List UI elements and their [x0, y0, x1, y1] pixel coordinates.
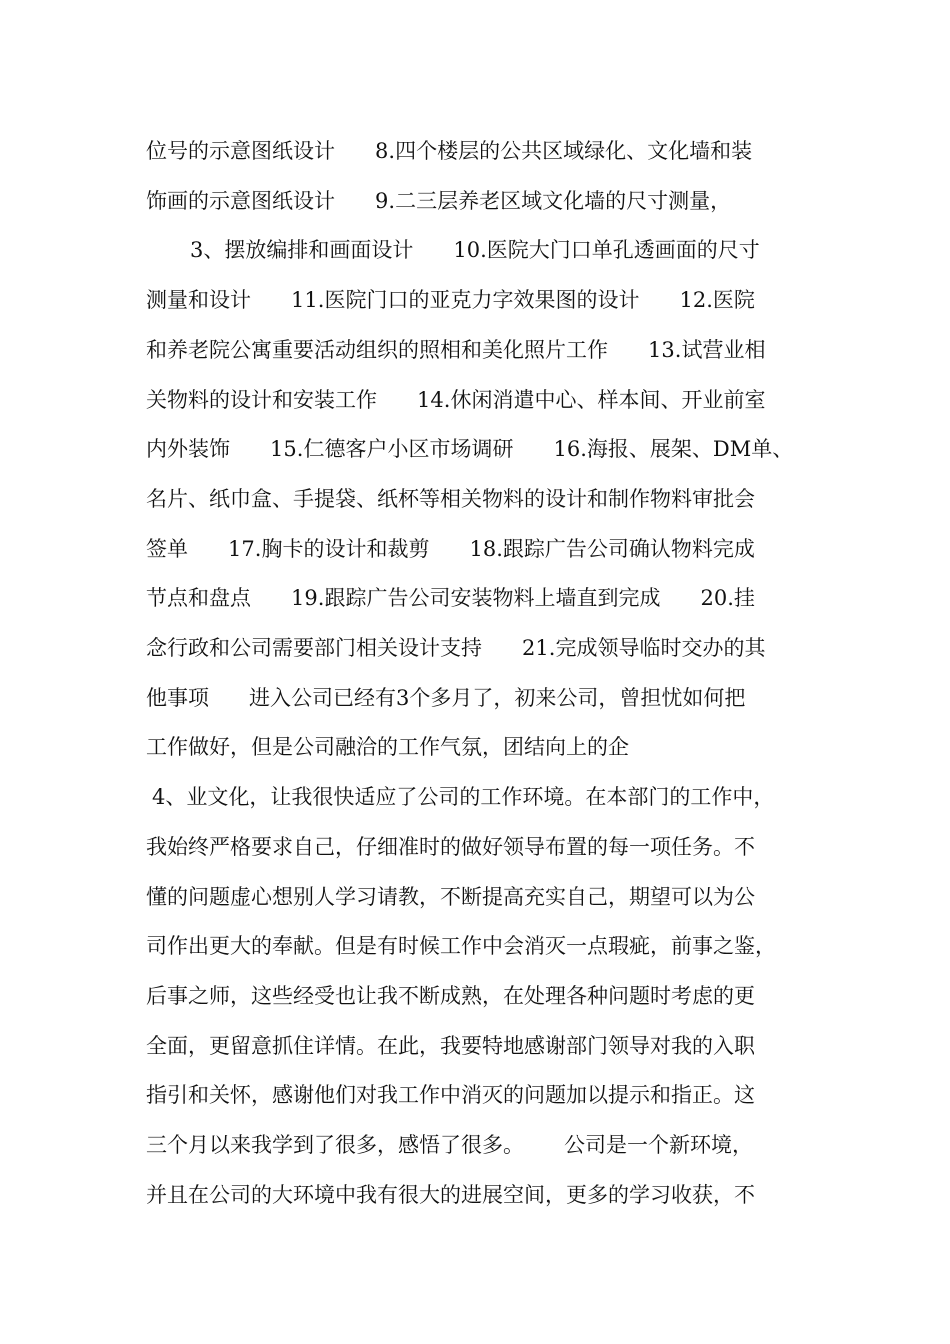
paragraph-line: 测量和设计 11.医院门口的亚克力字效果图的设计 12.医院 — [146, 288, 755, 312]
paragraph-line: 念行政和公司需要部门相关设计支持 21.完成领导临时交办的其 — [146, 636, 766, 660]
paragraph-line: 名片、纸巾盒、手提袋、纸杯等相关物料的设计和制作物料审批会 — [146, 487, 755, 511]
paragraph-line: 和养老院公寓重要活动组织的照相和美化照片工作 13.试营业相 — [146, 338, 766, 362]
paragraph-line: 4、业文化，让我很快适应了公司的工作环境。在本部门的工作中， — [152, 785, 775, 809]
paragraph-line: 指引和关怀，感谢他们对我工作中消灭的问题加以提示和指正。这 — [146, 1083, 755, 1107]
paragraph-line: 内外装饰 15.仁德客户小区市场调研 16.海报、展架、DM单、 — [146, 437, 794, 461]
paragraph-line: 后事之师，这些经受也让我不断成熟，在处理各种问题时考虑的更 — [146, 984, 755, 1008]
paragraph-line: 并且在公司的大环境中我有很大的进展空间，更多的学习收获，不 — [146, 1183, 755, 1207]
paragraph-line: 饰画的示意图纸设计 9.二三层养老区域文化墙的尺寸测量， — [146, 189, 732, 213]
paragraph-line: 工作做好，但是公司融洽的工作气氛，团结向上的企 — [146, 735, 629, 759]
paragraph-line: 位号的示意图纸设计 8.四个楼层的公共区域绿化、文化墙和装 — [146, 139, 753, 163]
paragraph-line: 签单 17.胸卡的设计和裁剪 18.跟踪广告公司确认物料完成 — [146, 537, 755, 561]
paragraph-line: 节点和盘点 19.跟踪广告公司安装物料上墙直到完成 20.挂 — [146, 586, 755, 610]
paragraph-line: 3、摆放编排和画面设计 10.医院大门口单孔透画面的尺寸 — [190, 238, 760, 262]
paragraph-line: 三个月以来我学到了很多，感悟了很多。 公司是一个新环境， — [146, 1133, 754, 1157]
paragraph-line: 关物料的设计和安装工作 14.休闲消遣中心、样本间、开业前室 — [146, 388, 766, 412]
paragraph-line: 懂的问题虚心想别人学习请教，不断提高充实自己，期望可以为公 — [146, 885, 755, 909]
paragraph-line: 司作出更大的奉献。但是有时候工作中会消灭一点瑕疵，前事之鉴， — [146, 934, 776, 958]
paragraph-line: 他事项 进入公司已经有3个多月了，初来公司，曾担忧如何把 — [146, 686, 746, 710]
paragraph-line: 全面，更留意抓住详情。在此，我要特地感谢部门领导对我的入职 — [146, 1034, 755, 1058]
paragraph-line: 我始终严格要求自己，仔细准时的做好领导布置的每一项任务。不 — [146, 835, 755, 859]
